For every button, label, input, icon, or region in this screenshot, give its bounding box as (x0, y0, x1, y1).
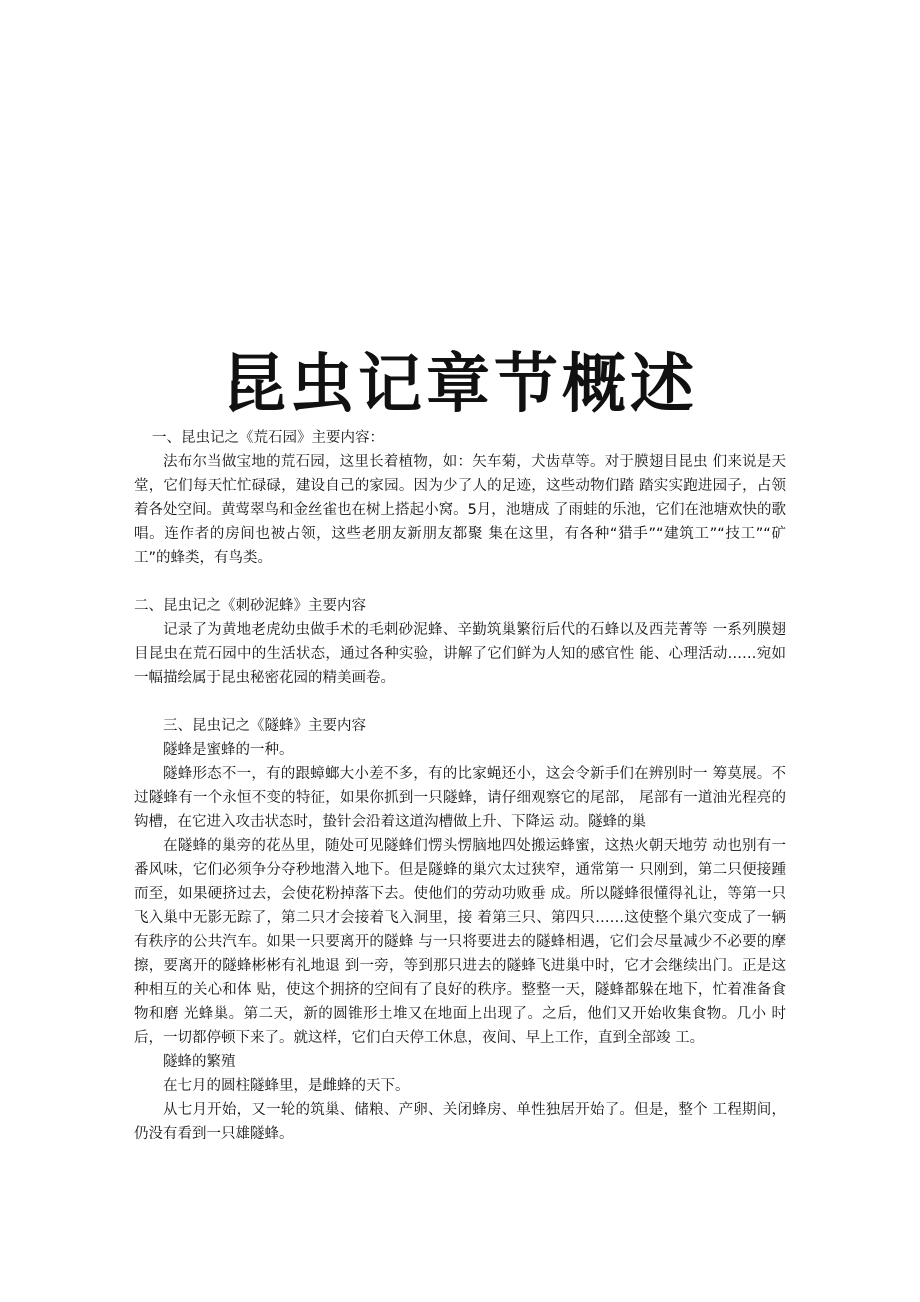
section-sand-wasp (134, 594, 786, 690)
section-paragraph: 隧蜂形态不一，有的跟蟑螂大小差不多，有的比家蝇还小，这会令新手们在辨别时一 筹莫展。不过隧蜂有一个永恒不变的特征，如果你抓到一只隧蜂，请仔细观察它的尾部， 尾部有一道油光程亮的钩槽，在它进入攻击状态时，蛰针会沿着这道沟槽做上升、下降运 动。隧蜂的巢 (134, 766, 786, 830)
document-title: 昆虫记章节概述 (222, 348, 698, 422)
section-heading: 二、昆虫记之《刺砂泥蜂》主要内容 (134, 598, 366, 614)
section-paragraph: 在七月的圆柱隧蜂里，是雌蜂的天下。 (163, 1078, 410, 1094)
subsection-heading: 隧蜂的繁殖 (163, 1054, 236, 1070)
section-paragraph: 记录了为黄地老虎幼虫做手术的毛刺砂泥蜂、辛勤筑巢繁衍后代的石蜂以及西芫菁等 一系列膜翅目昆虫在荒石园中的生活状态，通过各种实验，讲解了它们鲜为人知的感官性 能、心理活动……宛如一幅描绘属于昆虫秘密花园的精美画卷。 (134, 622, 786, 686)
section-heading: 一、昆虫记之《荒石园》主要内容： (152, 430, 384, 446)
section-paragraph: 隧蜂是蜜蜂的一种。 (163, 742, 294, 758)
section-paragraph: 法布尔当做宝地的荒石园，这里长着植物，如：矢车菊，犬齿草等。对于膜翅目昆虫 们来说是天堂，它们每天忙忙碌碌，建设自己的家园。因为少了人的足迹，这些动物们踏 踏实实跑进园子，占领着各处空间。黄莺翠鸟和金丝雀也在树上搭起小窝。5月，池塘成 了雨蛙的乐池，它们在池塘欢快的歌唱。连作者的房间也被占领，这些老朋友新朋友都聚 集在这里，有各种“猎手”“建筑工”“技工”“矿工”的蜂类，有鸟类。 (134, 454, 786, 566)
section-paragraph: 在隧蜂的巢旁的花丛里，随处可见隧蜂们愣头愣脑地四处搬运蜂蜜，这热火朝天地劳 动也别有一番风味，它们必须争分夺秒地潜入地下。但是隧蜂的巢穴太过狭窄，通常第一 只刚到，第二只便接踵而至，如果硬挤过去，会使花粉掉落下去。使他们的劳动功败垂 成。所以隧蜂很懂得礼让，等第一只飞入巢中无影无踪了，第二只才会接着飞入洞里，接 着第三只、第四只……这使整个巢穴变成了一辆有秩序的公共汽车。如果一只要离开的隧蜂 与一只将要进去的隧蜂相遇，它们会尽量减少不必要的摩擦，要离开的隧蜂彬彬有礼地退 到一旁，等到那只进去的隧蜂飞进巢中时，它才会继续出门。正是这种相互的关心和体 贴，使这个拥挤的空间有了良好的秩序。整整一天，隧蜂都躲在地下，忙着准备食物和磨 光蜂巢。第二天，新的圆锥形土堆又在地面上出现了。之后，他们又开始收集食物。几小 时后，一切都停顿下来了。就这样，它们白天停工休息，夜间、早上工作，直到全部竣 工。 (134, 838, 786, 1046)
section-halictus (134, 714, 786, 1146)
section-heading: 三、昆虫记之《隧蜂》主要内容 (163, 718, 366, 734)
section-wasteland-garden (134, 426, 786, 570)
section-paragraph: 从七月开始，又一轮的筑巢、储粮、产卵、关闭蜂房、单性独居开始了。但是，整个 工程期间，仍没有看到一只雄隧蜂。 (134, 1102, 786, 1142)
